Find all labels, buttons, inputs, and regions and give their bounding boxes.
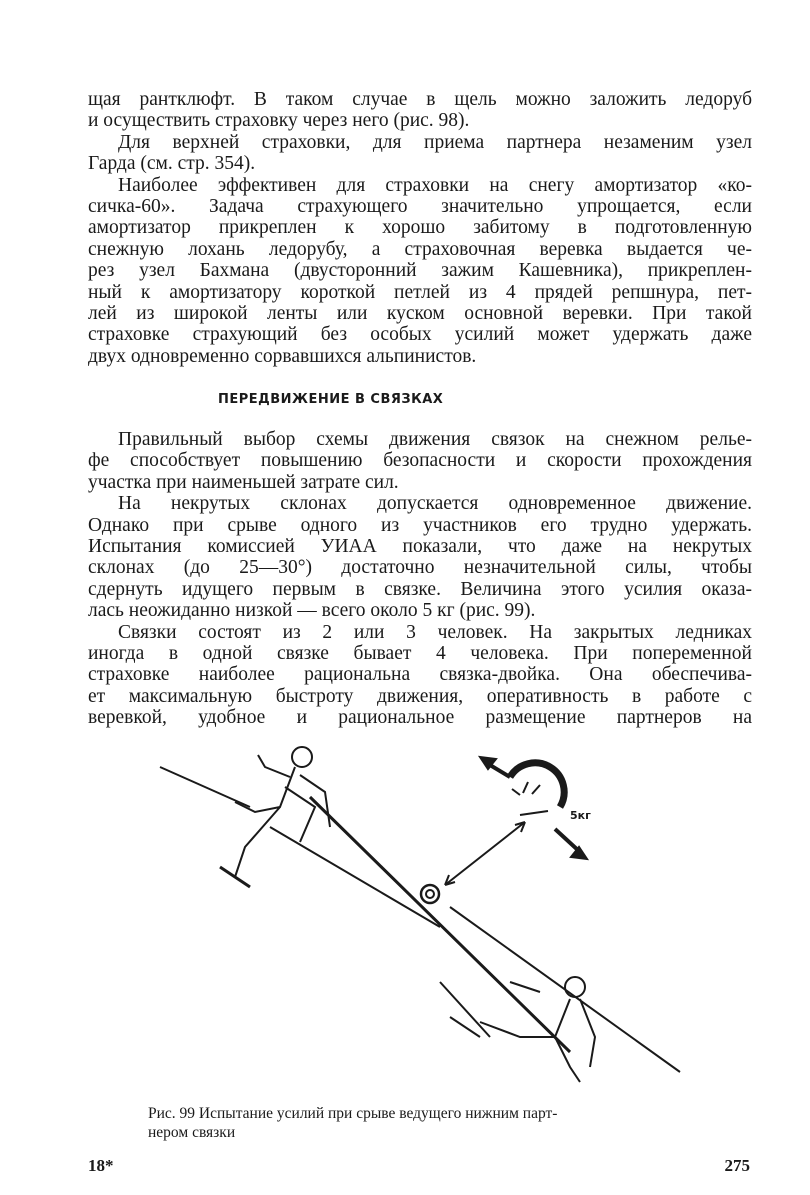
- page-number: 275: [724, 1156, 750, 1175]
- text-line: На некрутых склонах допускается одновременное движение.: [118, 493, 752, 515]
- text-line: Правильный выбор схемы движения связок на снежном релье-: [118, 429, 752, 450]
- text-line: и осуществить страховку через него (рис. 98).: [88, 110, 470, 132]
- text-line: Однако при срыве одного из участников его трудно удержать.: [88, 514, 752, 536]
- text-line: щая рантклюфт. В таком случае в щель можно заложить ледоруб: [88, 89, 752, 110]
- text-line: участка при наименьшей затрате сил.: [88, 471, 399, 493]
- section-heading: ПЕРЕДВИЖЕНИЕ В СВЯЗКАХ: [218, 392, 444, 407]
- text-line: сдернуть идущего первым в связке. Величина этого усилия оказа-: [88, 578, 752, 600]
- caption-line: Рис. 99 Испытание усилий при срыве ведущего нижним парт-: [148, 1105, 558, 1122]
- text-line: снежную лохань ледорубу, а страховочная веревка выдается че-: [88, 238, 752, 260]
- text-line: сичка-60». Задача страхующего значительно упрощается, если: [88, 195, 752, 217]
- gauge-label: 5кг: [570, 809, 591, 822]
- text-line: амортизатор прикреплен к хорошо забитому в подготовленную: [88, 217, 752, 239]
- text-line: иногда в одной связке бывает 4 человека. При попеременной: [88, 642, 752, 664]
- text-line: ет максимальную быстроту движения, оперативность в работе с: [88, 685, 752, 707]
- carabiner-icon: [421, 885, 439, 903]
- text-line: веревкой, удобное и рациональное размещение партнеров на: [88, 707, 752, 729]
- text-line: рез узел Бахмана (двусторонний зажим Кашевника), прикреплен-: [88, 260, 752, 282]
- text-line: Наиболее эффективен для страховки на снегу амортизатор «ко-: [118, 174, 752, 196]
- text-line: страховке наиболее рациональна связка-двойка. Она обеспечива-: [88, 664, 752, 686]
- text-line: ный к амортизатору короткой петлей из 4 прядей репшнура, пет-: [88, 281, 752, 303]
- arrow-down-right-icon: [555, 829, 580, 852]
- rope: [310, 797, 570, 1052]
- text-line: лей из широкой ленты или куском основной веревки. При такой: [88, 302, 752, 324]
- caption-line: нером связки: [148, 1124, 236, 1141]
- double-arrow-icon: [445, 822, 525, 885]
- text-line: Для верхней страховки, для приема партнера незаменим узел: [118, 131, 752, 153]
- upper-climber-figure: [220, 747, 330, 887]
- figure-illustration: [140, 737, 700, 1097]
- lower-climber-figure: [440, 977, 595, 1082]
- text-line: фе способствует повышению безопасности и скорости прохождения: [88, 450, 752, 472]
- text-line: Испытания комиссией УИАА показали, что даже на некрутых: [88, 535, 752, 557]
- figure-caption: [148, 1104, 718, 1142]
- text-line: двух одновременно сорвавшихся альпинистов.: [88, 345, 477, 367]
- text-block-2: [88, 429, 752, 728]
- snow-slope-line: [160, 767, 680, 1072]
- text-line: склонах (до 25—30°) достаточно незначительной силы, чтобы: [88, 557, 752, 579]
- text-line: Связки состоят из 2 или 3 человек. На закрытых ледниках: [118, 621, 752, 643]
- text-line: лась неожиданно низкой — всего около 5 кг (рис. 99).: [88, 600, 536, 622]
- signature-mark: 18*: [88, 1156, 114, 1175]
- text-line: Гарда (см. стр. 354).: [88, 153, 256, 175]
- force-gauge-icon: [510, 763, 564, 815]
- text-line: страховке страхующий без особых усилий может удержать даже: [88, 324, 752, 346]
- text-block-1: [88, 89, 752, 367]
